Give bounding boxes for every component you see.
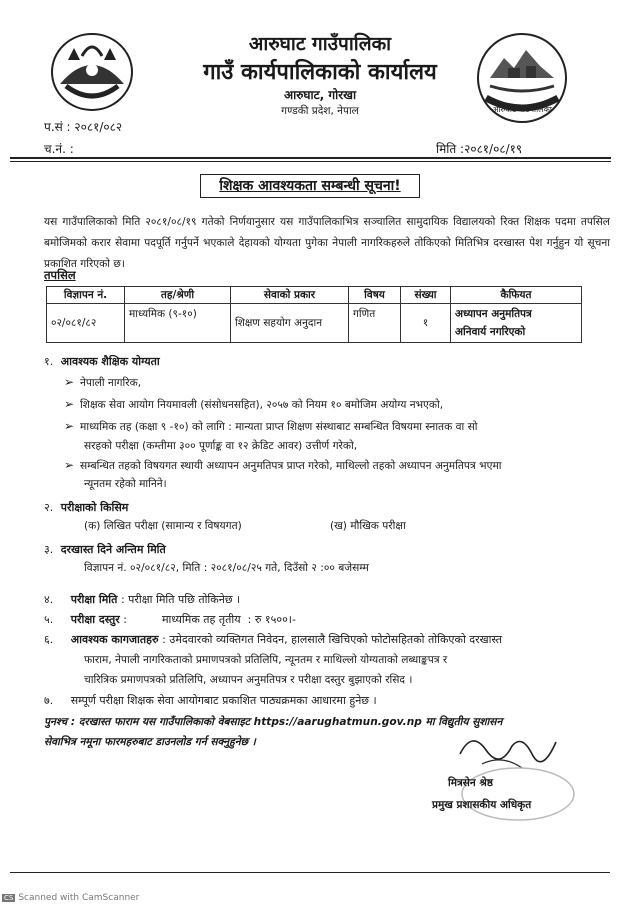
table-header-row	[47, 287, 582, 304]
reference-number: प.सं : २०८१/०८२	[44, 120, 123, 134]
camscanner-badge-icon: CS	[4, 894, 14, 902]
postscript-line2: सेवाभित्र नमूना फारमहरुबाट डाउनलोड गर्न सक्नुहुनेछ ।	[44, 736, 256, 748]
section-3	[44, 542, 166, 557]
notice-title: शिक्षक आवश्यकता सम्बन्धी सूचना!	[219, 178, 401, 194]
section-title: आवश्यक शैक्षिक योग्यता	[60, 355, 160, 368]
signatory-name: मित्रसेन श्रेष्ठ	[448, 777, 493, 789]
cell-service-type: शिक्षण सहयोग अनुदान	[231, 304, 349, 343]
section-text: : उमेदवारको व्यक्तिगत निवेदन, हालसालै खिचिएको फोटोसहितको तोकिएको दरखास्त	[162, 633, 503, 646]
section-number: १.	[44, 355, 54, 368]
org-name-line1: आरुघाट गाउँपालिका	[248, 33, 392, 55]
col-service-type: सेवाको प्रकार	[231, 287, 349, 304]
section-text: सम्पूर्ण परीक्षा शिक्षक सेवा आयोगबाट प्रकाशित पाठ्यक्रमका आधारमा हुनेछ ।	[70, 694, 377, 707]
arrow-bullet-icon: ➢	[64, 397, 75, 411]
section-text: : परीक्षा मिति पछि तोकिनेछ ।	[120, 593, 241, 606]
list-item-continued: सरहको परीक्षा (कम्तीमा ३०० पूर्णाङ्क वा १२ क्रेडिट आवर) उत्तीर्ण गरेको,	[84, 440, 358, 452]
col-ad-no: विज्ञापन नं.	[47, 287, 125, 304]
list-item: ➢ सम्बन्धित तहको विषयगत स्थायी अध्यापन अनुमतिपत्र प्राप्त गरेको, माथिल्लो तहको अध्यापन अनुमतिपत्र भएमा	[64, 455, 502, 477]
section-label: आवश्यक कागजातहरु	[70, 633, 159, 646]
deadline-detail: विज्ञापन नं. ०२/०८१/८२, मिति : २०८१/०८/२५ गते, दिउँसो २ :०० बजेसम्म	[84, 562, 369, 574]
cell-remarks	[451, 304, 582, 343]
intro-paragraph: यस गाउँपालिकाको मिति २०८१/०८/१९ गतेको निर्णयानुसार यस गाउँपालिकाभित्र सञ्चालित सामुदायिक विद्यालयको रिक्त शिक्षक पदमा तपसिल बमोजिमको करार सेवामा पदपूर्ति गर्नुपर्ने भएकाले देहायको योग्यता पुगेका नेपाली नागरिकहरुले तोकिएको मितिभित्र दरखास्त पेश गर्नुहुन यो सूचना प्रकाशित गरिएको छ।	[44, 216, 610, 270]
issue-date: मिति :२०८१/०८/१९	[436, 142, 523, 156]
scanner-text: Scanned with CamScanner	[18, 893, 140, 903]
office-stamp	[458, 764, 578, 824]
section-4	[44, 592, 240, 607]
col-level: तह/श्रेणी	[125, 287, 231, 304]
list-item-continued: न्यूनतम रहेको मानिने।	[84, 478, 167, 490]
logo-right-caption: आरुघाट गाउँपालिका	[492, 105, 552, 114]
section-6-line2: फाराम, नेपाली नागरिकताको प्रमाणपत्रको प्रतिलिपि, न्यूनतम र माथिल्लो योग्यताको लब्धाङ्कपत्र र	[84, 654, 448, 666]
exam-option-oral: (ख) मौखिक परीक्षा	[330, 520, 406, 532]
schedule-label: तपसिल	[44, 268, 76, 282]
org-name-line2: गाउँ कार्यपालिकाको कार्यालय	[203, 60, 437, 85]
cell-ad-no: ०२/०८१/८२	[47, 304, 125, 343]
remarks-line1: अध्यापन अनुमतिपत्र	[455, 308, 532, 320]
cell-level: माध्यमिक (९-१०)	[125, 304, 231, 343]
vacancy-table	[46, 286, 582, 343]
scanner-watermark	[2, 893, 139, 903]
arrow-bullet-icon: ➢	[64, 375, 75, 389]
col-remarks: कैफियत	[451, 287, 582, 304]
section-number: ३.	[44, 543, 54, 556]
section-label: परीक्षा दस्तुर	[70, 613, 120, 626]
signatory-title: प्रमुख प्रशासकीय अधिकृत	[432, 799, 532, 811]
section-text: : माध्यमिक तह तृतीय : रु १५००।-	[123, 613, 296, 626]
municipality-logo	[472, 30, 572, 126]
notice-title-box	[200, 174, 420, 198]
list-item: ➢ नेपाली नागरिक,	[64, 372, 141, 394]
section-1	[44, 354, 160, 369]
exam-option-written: (क) लिखित परीक्षा (सामान्य र विषयगत)	[84, 520, 242, 532]
list-item: ➢ माध्यमिक तह (कक्षा ९ -१०) को लागि : मान्यता प्राप्त शिक्षण संस्थाबाट सम्बन्धित विषयमा स्नातक वा सो	[64, 416, 478, 438]
section-label: परीक्षा मिति	[70, 593, 118, 606]
section-6	[44, 632, 502, 647]
section-6-line3: चारित्रिक प्रमाणपत्रको प्रतिलिपि, अध्यापन अनुमतिपत्र र परीक्षा दस्तुर बुझाएको रसिद ।	[84, 674, 413, 686]
cell-count: १	[401, 304, 451, 343]
section-2	[44, 500, 128, 515]
postscript-line1: पुनश्च : दरखास्त फाराम यस गाउँपालिकाको वेबसाइट https://aarughatmun.gov.np मा विद्युतीय सुशासन	[44, 716, 503, 728]
arrow-bullet-icon: ➢	[64, 458, 75, 472]
remarks-line2: अनिवार्य नगरिएको	[455, 326, 526, 338]
section-title: परीक्षाको किसिम	[60, 501, 129, 514]
section-number: ४.	[44, 593, 54, 606]
section-7	[44, 693, 377, 708]
address-line2: गण्डकी प्रदेश, नेपाल	[281, 105, 359, 117]
header-divider-thin	[10, 161, 611, 162]
section-5	[44, 612, 296, 627]
arrow-bullet-icon: ➢	[64, 419, 75, 433]
section-number: ७.	[44, 694, 54, 707]
table-row	[47, 304, 582, 343]
dispatch-number: च.नं. :	[44, 142, 74, 156]
section-number: ६.	[44, 633, 54, 646]
section-title: दरखास्त दिने अन्तिम मिति	[60, 543, 166, 556]
address-line1: आरुघाट, गोरखा	[283, 88, 357, 102]
col-subject: विषय	[349, 287, 401, 304]
col-count: संख्या	[401, 287, 451, 304]
cell-subject: गणित	[349, 304, 401, 343]
footer-divider	[10, 872, 610, 873]
section-number: २.	[44, 501, 54, 514]
list-item: ➢ शिक्षक सेवा आयोग नियमावली (संसोधनसहित), २०५७ को नियम १० बमोजिम अयोग्य नभएको,	[64, 394, 443, 416]
header-divider	[10, 157, 611, 159]
section-number: ५.	[44, 613, 54, 626]
